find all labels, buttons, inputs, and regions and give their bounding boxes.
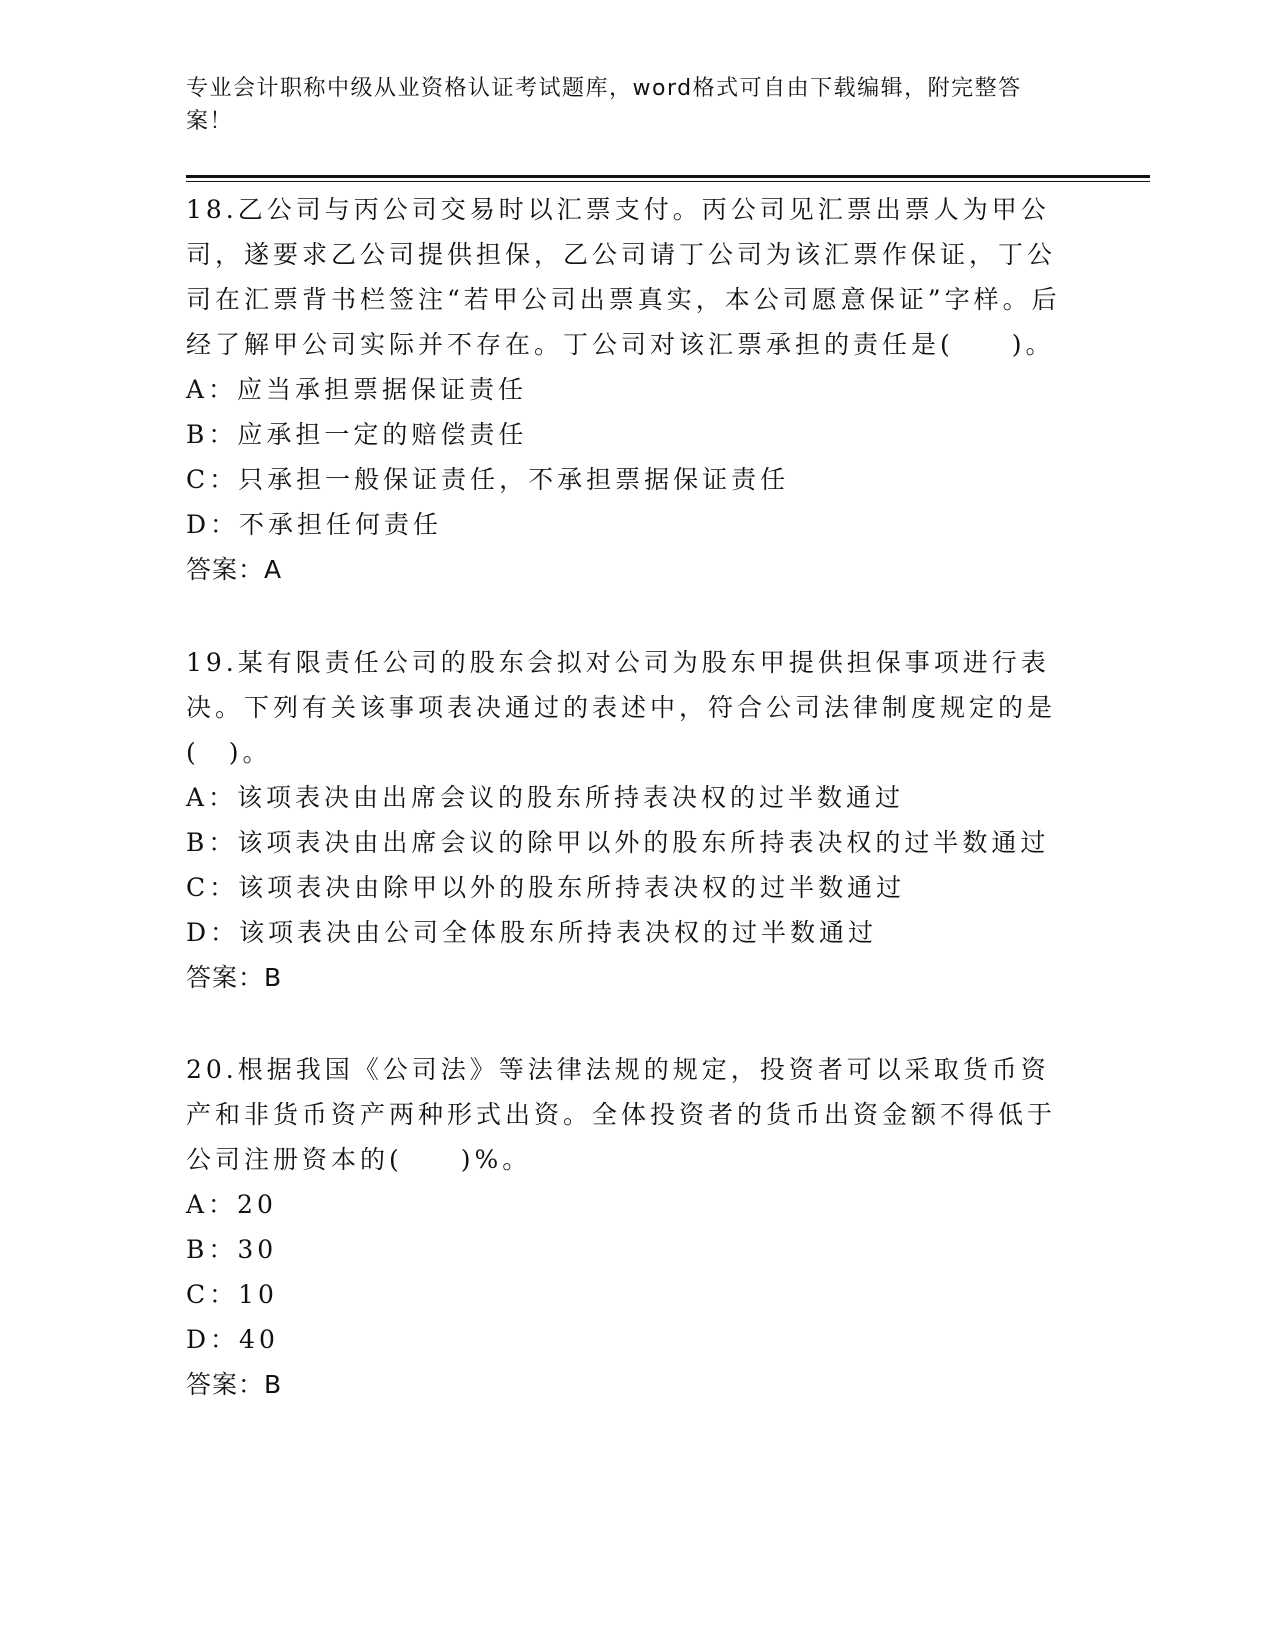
question-18 xyxy=(186,187,1066,592)
option-c: C：只承担一般保证责任，不承担票据保证责任 xyxy=(186,465,790,494)
option-a: A：20 xyxy=(186,1190,277,1219)
answer: 答案：B xyxy=(186,1370,283,1399)
option-c: C：该项表决由除甲以外的股东所持表决权的过半数通过 xyxy=(186,873,906,902)
option-b: B：应承担一定的赔偿责任 xyxy=(186,420,528,449)
answer: 答案：B xyxy=(186,963,283,992)
answer: 答案：A xyxy=(186,555,283,584)
option-d: D：40 xyxy=(186,1325,279,1354)
option-d: D：该项表决由公司全体股东所持表决权的过半数通过 xyxy=(186,918,878,947)
header-note: 专业会计职称中级从业资格认证考试题库，word格式可自由下载编辑，附完整答案！ xyxy=(186,76,1022,134)
option-d: D：不承担任何责任 xyxy=(186,510,443,539)
header-divider-thick xyxy=(186,175,1150,178)
question-20 xyxy=(186,1047,1066,1407)
question-stem: 20.根据我国《公司法》等法律法规的规定，投资者可以采取货币资产和非货币资产两种形式出资。全体投资者的货币出资金额不得低于公司注册资本的( )%。 xyxy=(186,1055,1057,1174)
option-b: B：该项表决由出席会议的除甲以外的股东所持表决权的过半数通过 xyxy=(186,828,1050,857)
option-a: A：应当承担票据保证责任 xyxy=(186,375,528,404)
option-a: A：该项表决由出席会议的股东所持表决权的过半数通过 xyxy=(186,783,905,812)
question-stem: 19.某有限责任公司的股东会拟对公司为股东甲提供担保事项进行表决。下列有关该事项表决通过的表述中，符合公司法律制度规定的是( )。 xyxy=(186,648,1057,767)
question-19 xyxy=(186,640,1066,1000)
question-stem: 18.乙公司与丙公司交易时以汇票支付。丙公司见汇票出票人为甲公司，遂要求乙公司提供担保，乙公司请丁公司为该汇票作保证，丁公司在汇票背书栏签注“若甲公司出票真实，本公司愿意保证”字样。后经了解甲公司实际并不存在。丁公司对该汇票承担的责任是( )。 xyxy=(186,195,1061,359)
header-divider-thin xyxy=(186,181,1150,182)
option-b: B：30 xyxy=(186,1235,278,1264)
option-c: C：10 xyxy=(186,1280,278,1309)
